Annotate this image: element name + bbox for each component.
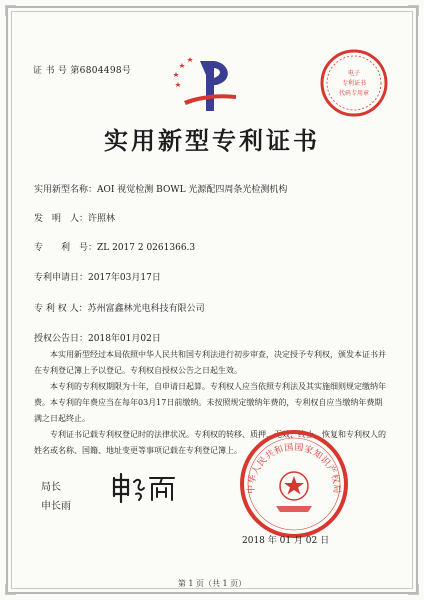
director-name: 申长雨 [41, 501, 71, 512]
field-value: 苏州富鑫林光电科技有限公司 [87, 304, 205, 314]
field-label: 专利申请日： [34, 273, 89, 283]
field-label: 实用新型名称： [34, 185, 98, 195]
border-corner [408, 5, 419, 16]
border-corner [5, 5, 16, 16]
seal-arc-text: 中华人民共和国国家知识产权局 [246, 442, 342, 494]
top-right-seal-icon [318, 47, 390, 119]
field-value: 2017年03月17日 [88, 273, 161, 283]
field-value: 2018年01月02日 [88, 334, 161, 344]
handwritten-signature-icon [108, 470, 178, 505]
field-value: 许照林 [88, 214, 116, 224]
page-footer: 第 1 页（共 1 页） [177, 579, 247, 588]
field-patentee [34, 301, 205, 314]
field-value: AOI 视觉检测 BOWL 光源配四周条光检测机构 [97, 185, 288, 195]
field-label: 专 利 权 人： [34, 304, 88, 314]
official-seal-icon [238, 428, 350, 540]
field-filing-date [34, 270, 161, 283]
field-label: 发 明 人： [34, 214, 89, 224]
seal-date: 2018 年 01 月 02 日 [242, 536, 330, 546]
field-patent-number [34, 240, 195, 253]
field-utility-model-name [34, 182, 287, 195]
field-grant-date [34, 331, 161, 344]
body-paragraph: 专利证书记载专利权登记时的法律状况。专利权的转移、质押、无效、终止、恢复和专利权人的姓名或名称、国籍、地址变更等事项记载在专利登记簿上。 [34, 430, 386, 455]
field-label: 授权公告日： [34, 334, 89, 344]
field-value: ZL 2017 2 0261366.3 [97, 243, 196, 253]
director-title: 局长 [41, 482, 61, 493]
seal-text-line: 代码专用章 [338, 90, 370, 97]
seal-text-line: 专利证书 [341, 80, 367, 87]
body-paragraph: 本实用新型经过本局依照中华人民共和国专利法进行初步审查，决定授予专利权，颁发本证书并在专利登记簿上予以登记。专利权自授权公告之日起生效。 [34, 350, 386, 375]
certificate-title: 实用新型专利证书 [104, 126, 320, 155]
field-label: 专 利 号： [34, 243, 98, 253]
patent-office-emblem-icon [170, 55, 240, 117]
seal-text-line: 电子 [347, 70, 361, 77]
certificate-number: 证 书 号 第6804498号 [33, 66, 132, 76]
body-paragraph: 本专利的专利权期限为十年，自申请日起算。专利权人应当依照专利法及其实施细则规定缴纳年费。本专利的年费应当在每年03月17日前缴纳。未按照规定缴纳年费的，专利权自应当缴纳年费期满之日起终止。 [34, 382, 386, 423]
field-inventor [34, 211, 115, 224]
